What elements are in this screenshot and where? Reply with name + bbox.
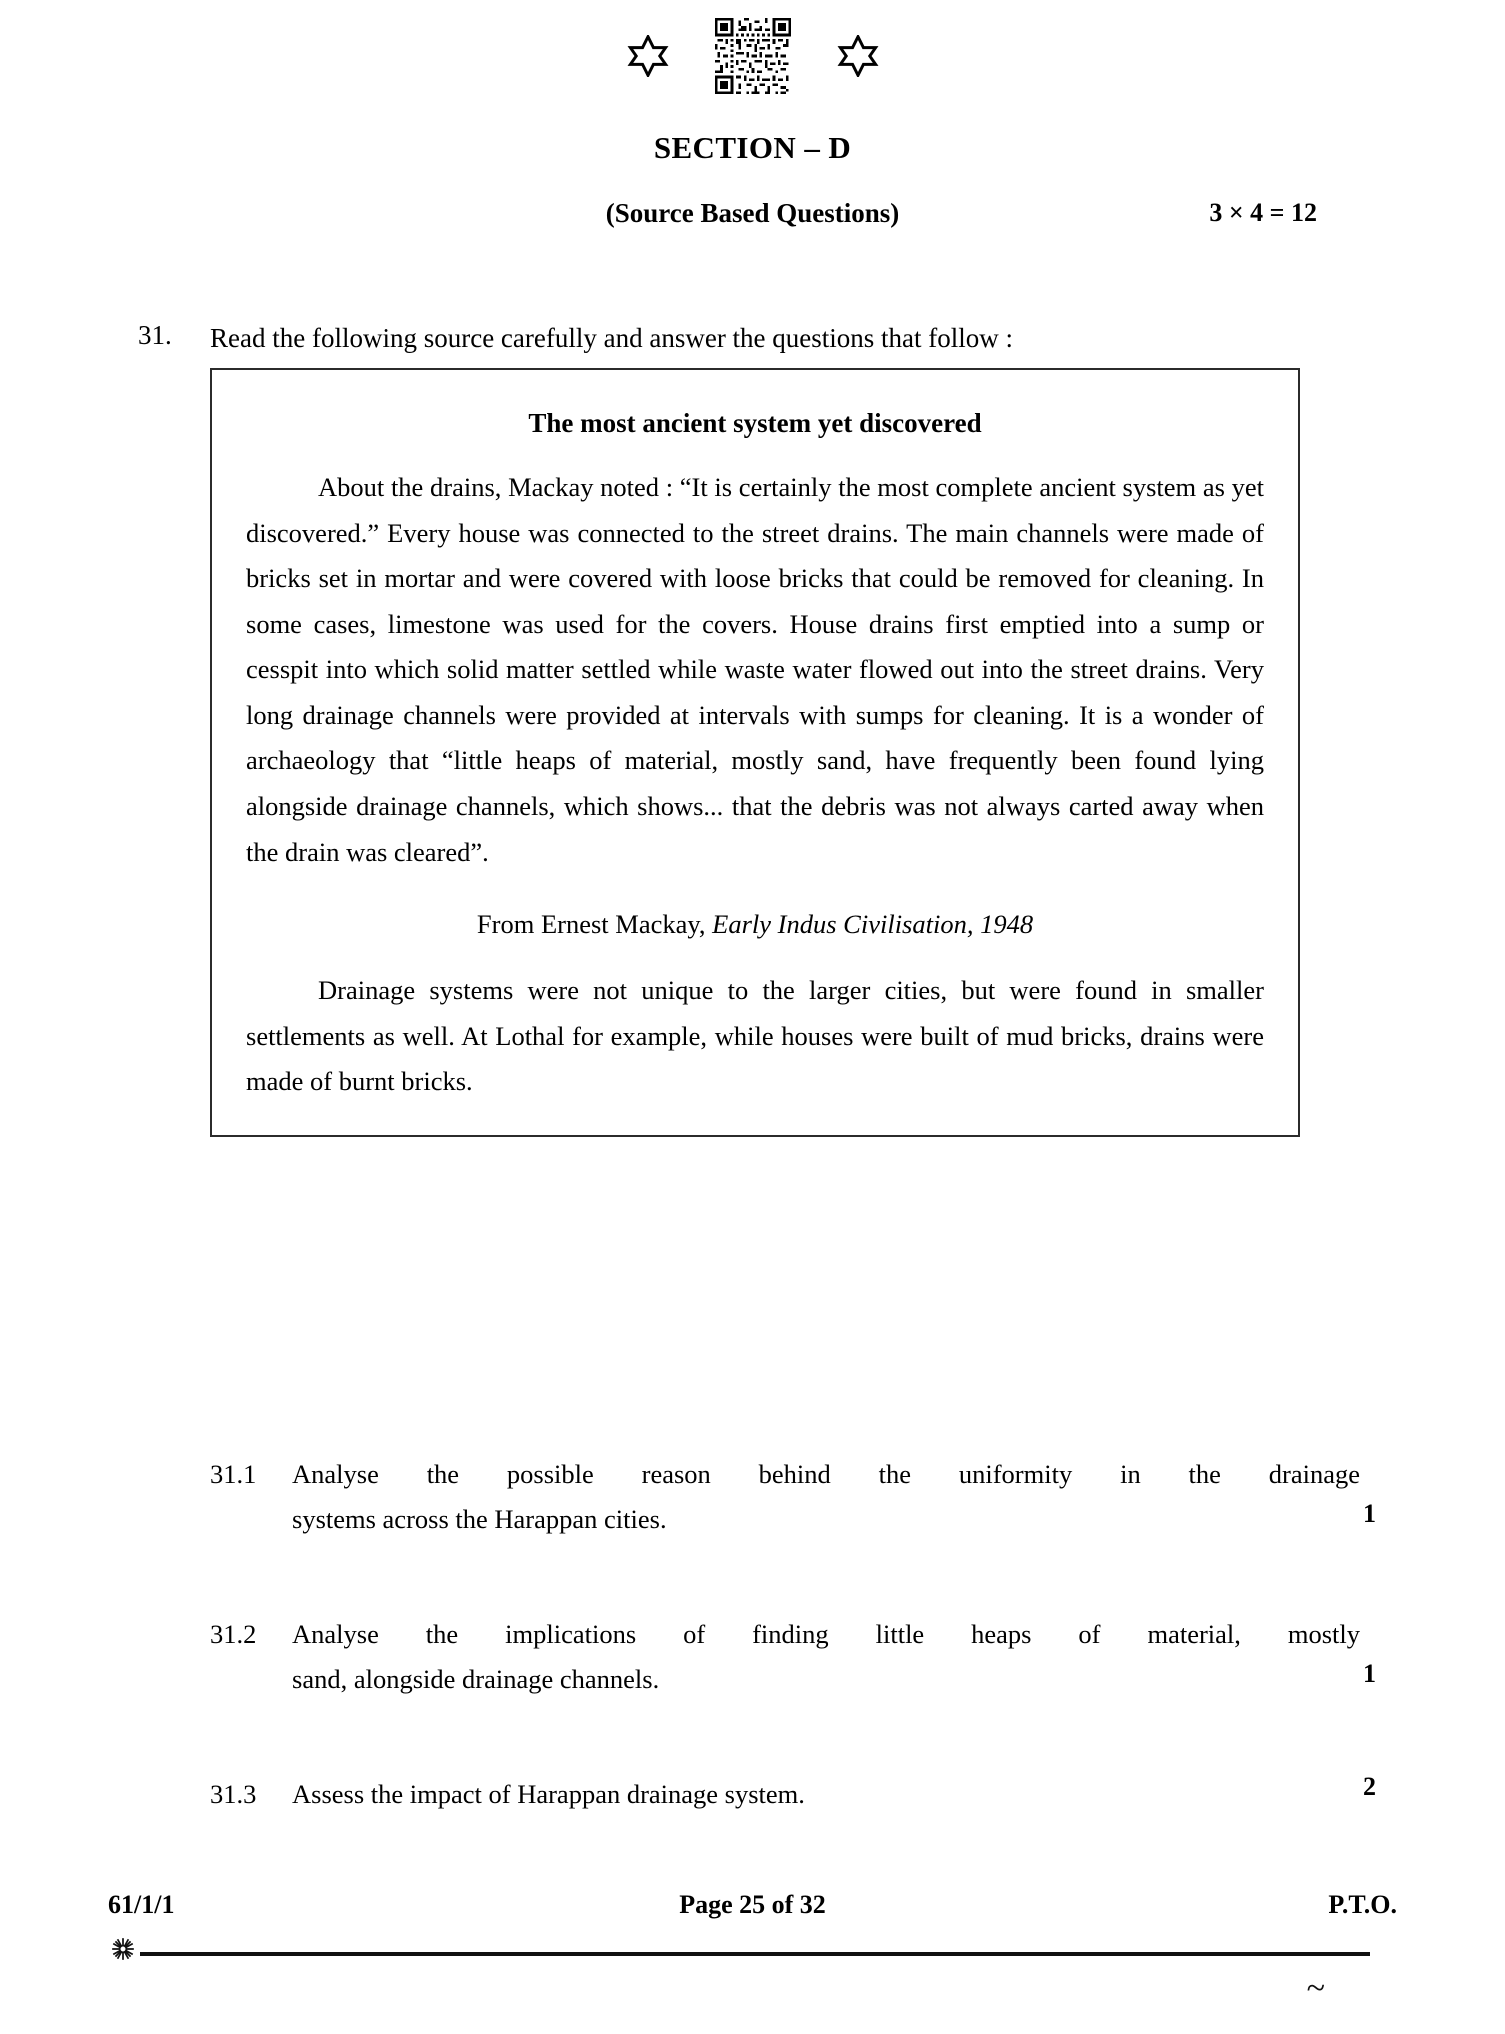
source-heading: The most ancient system yet discovered	[528, 408, 982, 438]
section-title: SECTION – D	[653, 130, 852, 165]
footer-tilde-mark: ~	[1306, 1970, 1325, 2007]
rosette-ornament-icon	[110, 1936, 136, 1962]
turn-over-label: P.T.O.	[1328, 1890, 1397, 1919]
qr-code-icon	[715, 18, 791, 94]
sub-question-31-3	[210, 1772, 1376, 1817]
sub-question-line-2: sand, alongside drainage channels.	[292, 1664, 660, 1695]
sub-question-31-2	[210, 1612, 1376, 1702]
sub-question-text	[292, 1612, 1360, 1702]
page-number-label: Page 25 of 32	[679, 1890, 826, 1919]
sub-question-number: 31.2	[210, 1619, 257, 1649]
question-stem-text: Read the following source carefully and answer the questions that follow :	[210, 323, 1014, 353]
sub-question-number: 31.1	[210, 1459, 257, 1489]
source-paragraph-1: About the drains, Mackay noted : “It is certainly the most complete ancient system as yet discovered.” Every house was connected to the street drains. The main channels were made of bricks set in mortar and were covered with loose bricks that could be removed for cleaning. In some cases, limestone was used for the covers. House drains first emptied into a sump or cesspit into which solid matter settled while waste water flowed out into the street drains. Very long drainage channels were provided at intervals with sumps for cleaning. It is a wonder of archaeology that “little heaps of material, mostly sand, have frequently been found lying alongside drainage channels, which shows... that the debris was not always carted away when the drain was cleared”.	[246, 472, 1264, 867]
sub-question-text	[292, 1772, 1360, 1817]
source-attribution-title: Early Indus Civilisation, 1948	[712, 909, 1034, 940]
sub-question-line-2: systems across the Harappan cities.	[292, 1504, 667, 1535]
six-pointed-star-icon	[627, 35, 669, 77]
sub-question-line-1: Analyse the possible reason behind the uniformity in the drainage	[292, 1459, 1360, 1489]
sub-question-line-1: Assess the impact of Harappan drainage system.	[292, 1779, 805, 1809]
six-pointed-star-icon	[837, 35, 879, 77]
source-paragraph-2: Drainage systems were not unique to the larger cities, but were found in smaller settlements as well. At Lothal for example, while houses were built of mud bricks, drains were made of burnt bricks.	[246, 975, 1264, 1097]
sub-question-text	[292, 1452, 1360, 1542]
paper-code: 61/1/1	[108, 1890, 175, 1919]
page-footer	[0, 1890, 1505, 1950]
section-subtitle-row	[0, 198, 1505, 238]
source-attribution-prefix: From Ernest Mackay,	[476, 909, 713, 940]
section-subtitle: (Source Based Questions)	[605, 198, 900, 228]
source-attribution	[246, 909, 1264, 940]
question-stem	[138, 320, 1378, 356]
sub-question-number: 31.3	[210, 1779, 257, 1809]
sub-question-marks: 2	[1363, 1772, 1376, 1801]
sub-question-31-1	[210, 1452, 1376, 1542]
page-header-marks	[0, 18, 1505, 94]
sub-question-marks: 1	[1363, 1499, 1376, 1528]
footer-divider	[140, 1952, 1370, 1956]
section-marks-formula: 3 × 4 = 12	[1209, 198, 1317, 227]
sub-question-marks: 1	[1363, 1659, 1376, 1688]
question-number: 31.	[138, 320, 172, 350]
source-box	[210, 368, 1300, 1137]
sub-question-line-1: Analyse the implications of finding little heaps of material, mostly	[292, 1619, 1360, 1649]
